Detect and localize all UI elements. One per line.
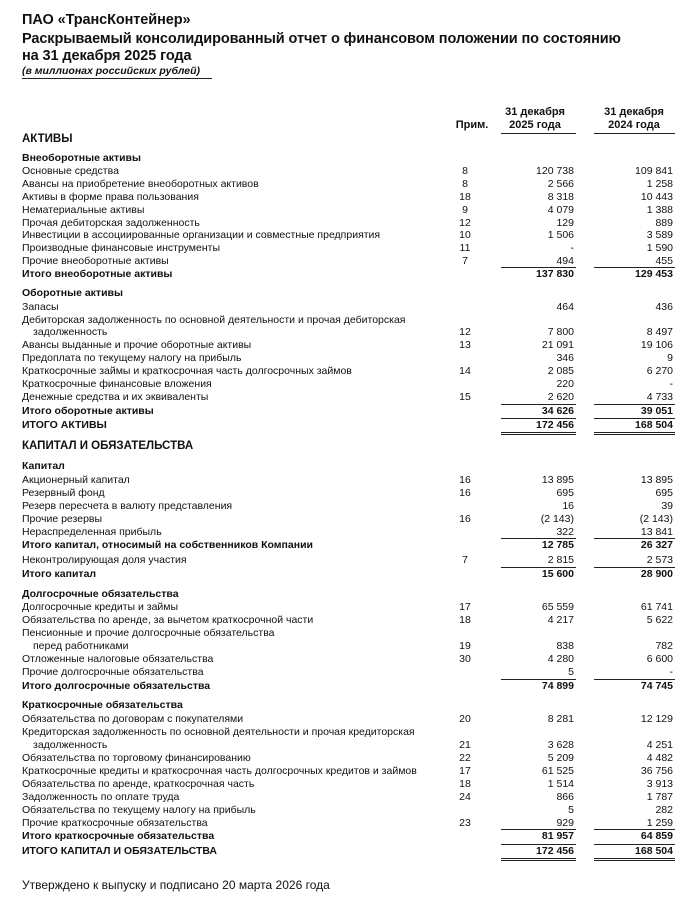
value-2025: 12 785 (541, 539, 574, 551)
row-label: Авансы на приобретение внеоборотных активов (22, 178, 259, 190)
value-2025: 1 514 (547, 778, 574, 790)
row-label: Задолженность по оплате труда (22, 791, 180, 803)
row-label: Итого долгосрочные обязательства (22, 680, 211, 692)
value-2025: 220 (556, 378, 574, 390)
table-row (0, 765, 700, 778)
col-2025-header-line1: 31 декабря (505, 106, 565, 118)
row-label: Краткосрочные кредиты и краткосрочная часть долгосрочных кредитов и займов (22, 765, 417, 777)
row-label: Резервный фонд (22, 487, 105, 499)
row-label: Нераспределенная прибыль (22, 526, 162, 538)
col-2024-header-line2: 2024 года (608, 119, 660, 131)
total-row (0, 405, 700, 418)
table-row (0, 640, 700, 653)
value-2025: 61 525 (541, 765, 574, 777)
value-2024: 5 622 (646, 614, 673, 626)
total-row (0, 568, 700, 581)
rule-assets-total (501, 418, 576, 419)
rule-current-liab-total (501, 829, 576, 830)
row-label: Кредиторская задолженность по основной деятельности и прочая кредиторская (22, 726, 415, 738)
row-label: Нематериальные активы (22, 204, 145, 216)
table-row (0, 301, 700, 314)
row-note: 17 (459, 765, 471, 777)
row-note: 21 (459, 739, 471, 751)
value-2025: 322 (556, 526, 574, 538)
total-row (0, 539, 700, 552)
statement-title-line2: на 31 декабря 2025 года (22, 48, 192, 64)
row-label: Оборотные активы (22, 287, 123, 299)
rule-noncurrent-liab-total (594, 679, 675, 680)
row-label: Обязательства по текущему налогу на прибыль (22, 804, 256, 816)
table-row (0, 191, 700, 204)
rule-assets-total-double (501, 434, 576, 435)
value-2025: 4 217 (547, 614, 574, 626)
row-note: 9 (462, 204, 468, 216)
value-2024: 4 482 (646, 752, 673, 764)
total-row (0, 268, 700, 281)
row-label: Долгосрочные обязательства (22, 588, 179, 600)
value-2025: 21 091 (541, 339, 574, 351)
table-row (0, 627, 700, 640)
row-note: 22 (459, 752, 471, 764)
value-2025: 15 600 (541, 568, 574, 580)
row-label: Обязательства по аренде, краткосрочная часть (22, 778, 255, 790)
row-label: Краткосрочные финансовые вложения (22, 378, 212, 390)
company-name: ПАО «ТрансКонтейнер» (22, 12, 191, 28)
table-row (0, 326, 700, 339)
value-2024: 109 841 (635, 165, 673, 177)
rule-assets-total-double (501, 432, 576, 433)
value-2024: 13 841 (640, 526, 673, 538)
row-label: Прочие внеоборотные активы (22, 255, 169, 267)
rule-grand-total (501, 844, 576, 845)
row-note: 19 (459, 640, 471, 652)
row-label: ИТОГО АКТИВЫ (22, 419, 107, 431)
value-2025: 13 895 (541, 474, 574, 486)
table-row (0, 713, 700, 726)
col-2025-header-line2: 2025 года (509, 119, 561, 131)
value-2025: 695 (556, 487, 574, 499)
rule-grand-total-double (594, 858, 675, 859)
value-2024: 6 270 (646, 365, 673, 377)
group-heading (0, 588, 700, 601)
row-label: Активы в форме права пользования (22, 191, 199, 203)
table-row (0, 554, 700, 567)
group-heading (0, 699, 700, 712)
row-label: Производные финансовые инструменты (22, 242, 221, 254)
row-note: 7 (462, 255, 468, 267)
value-2024: 74 745 (640, 680, 673, 692)
value-2025: 1 506 (547, 229, 574, 241)
rule-grand-total (594, 844, 675, 845)
table-row (0, 614, 700, 627)
row-label: Итого краткосрочные обязательства (22, 830, 215, 842)
value-2025: 2 566 (547, 178, 574, 190)
value-2024: 782 (655, 640, 673, 652)
value-2025: 16 (562, 500, 574, 512)
value-2025: 5 (568, 666, 574, 678)
units-note: (в миллионах российских рублей) (22, 65, 201, 77)
row-label: задолженность (33, 739, 108, 751)
value-2025: 5 (568, 804, 574, 816)
row-label: Резерв пересчета в валюту представления (22, 500, 233, 512)
row-label: Прочие долгосрочные обязательства (22, 666, 204, 678)
value-2024: 1 259 (646, 817, 673, 829)
value-2025: 120 738 (536, 165, 574, 177)
value-2025: 494 (556, 255, 574, 267)
row-label: Инвестиции в ассоциированные организации и совместные предприятия (22, 229, 381, 241)
table-row (0, 739, 700, 752)
value-2024: 4 251 (646, 739, 673, 751)
approval-note: Утверждено к выпуску и подписано 20 марта 2026 года (22, 878, 330, 892)
rule-noncurrent-total (501, 267, 576, 268)
rule-assets-total-double (594, 432, 675, 433)
value-2024: 282 (655, 804, 673, 816)
row-note: 18 (459, 778, 471, 790)
table-row (0, 229, 700, 242)
rule-grand-total-double (594, 860, 675, 861)
row-note: 12 (459, 217, 471, 229)
value-2025: 5 209 (547, 752, 574, 764)
value-2025: 7 800 (547, 326, 574, 338)
row-note: 30 (459, 653, 471, 665)
row-note: 18 (459, 191, 471, 203)
row-label: Неконтролирующая доля участия (22, 554, 187, 566)
row-note: 20 (459, 713, 471, 725)
table-row (0, 666, 700, 679)
row-label: Долгосрочные кредиты и займы (22, 601, 179, 613)
row-label: Итого капитал, относимый на собственников Компании (22, 539, 313, 551)
rule-grand-total-double (501, 860, 576, 861)
row-note: 16 (459, 474, 471, 486)
total-row (0, 845, 700, 858)
value-2025: 81 957 (541, 830, 574, 842)
value-2025: 129 (556, 217, 574, 229)
row-note: 16 (459, 513, 471, 525)
group-heading (0, 152, 700, 165)
row-note: 16 (459, 487, 471, 499)
rule-noncurrent-liab-total (501, 679, 576, 680)
row-note: 13 (459, 339, 471, 351)
value-2025: 34 626 (541, 405, 574, 417)
value-2024: 39 051 (640, 405, 673, 417)
value-2025: 4 079 (547, 204, 574, 216)
row-note: 17 (459, 601, 471, 613)
rule-equity-total (501, 567, 576, 568)
row-note: 11 (459, 242, 471, 254)
total-row (0, 680, 700, 693)
row-label: Краткосрочные обязательства (22, 699, 183, 711)
value-2024: 28 900 (640, 568, 673, 580)
value-2024: 1 787 (646, 791, 673, 803)
group-heading (0, 460, 700, 473)
row-note: 7 (462, 554, 468, 566)
table-row (0, 204, 700, 217)
row-label: Краткосрочные займы и краткосрочная часть долгосрочных займов (22, 365, 352, 377)
value-2025: 464 (556, 301, 574, 313)
table-row (0, 653, 700, 666)
value-2024: 695 (655, 487, 673, 499)
value-2025: 65 559 (541, 601, 574, 613)
row-label: Итого капитал (22, 568, 97, 580)
value-2025: (2 143) (540, 513, 574, 525)
table-row (0, 242, 700, 255)
row-note: 24 (459, 791, 471, 803)
statement-title-line1: Раскрываемый консолидированный отчет о финансовом положении по состоянию (22, 31, 621, 47)
total-row (0, 419, 700, 432)
row-note: 14 (459, 365, 471, 377)
value-2024: 436 (655, 301, 673, 313)
table-row (0, 513, 700, 526)
row-label: Обязательства по торговому финансированию (22, 752, 251, 764)
value-2024: 13 895 (640, 474, 673, 486)
row-label: Капитал (22, 460, 65, 472)
table-row (0, 778, 700, 791)
table-row (0, 474, 700, 487)
value-2024: 61 741 (640, 601, 673, 613)
row-label: задолженность (33, 326, 108, 338)
value-2024: 12 129 (640, 713, 673, 725)
row-note: 10 (459, 229, 471, 241)
row-label: Акционерный капитал (22, 474, 130, 486)
rule-equity-owners (594, 538, 675, 539)
row-label: Основные средства (22, 165, 119, 177)
value-2025: 2 085 (547, 365, 574, 377)
value-2024: 889 (655, 217, 673, 229)
row-label: Итого внеоборотные активы (22, 268, 173, 280)
rule-equity-total (594, 567, 675, 568)
value-2025: 929 (556, 817, 574, 829)
value-2024: - (669, 666, 673, 678)
group-heading (0, 287, 700, 300)
section-heading (0, 440, 700, 453)
value-2024: 10 443 (640, 191, 673, 203)
value-2025: 8 281 (547, 713, 574, 725)
value-2024: 8 497 (646, 326, 673, 338)
rule-assets-total (594, 418, 675, 419)
row-note: 18 (459, 614, 471, 626)
value-2025: - (570, 242, 574, 254)
value-2025: 2 620 (547, 391, 574, 403)
value-2024: 1 388 (646, 204, 673, 216)
table-row (0, 378, 700, 391)
value-2025: 866 (556, 791, 574, 803)
row-label: Авансы выданные и прочие оборотные активы (22, 339, 252, 351)
row-label: Обязательства по договорам с покупателями (22, 713, 244, 725)
rule-grand-total-double (501, 858, 576, 859)
value-2025: 74 899 (541, 680, 574, 692)
value-2024: 3 913 (646, 778, 673, 790)
row-label: перед работниками (33, 640, 129, 652)
value-2025: 137 830 (536, 268, 574, 280)
row-label: Отложенные налоговые обязательства (22, 653, 214, 665)
table-row (0, 752, 700, 765)
section-heading (0, 133, 700, 146)
rule-equity-owners (501, 538, 576, 539)
value-2024: 1 590 (646, 242, 673, 254)
value-2025: 346 (556, 352, 574, 364)
table-row (0, 500, 700, 513)
row-note: 8 (462, 178, 468, 190)
row-label: Запасы (22, 301, 59, 313)
rule-assets-total-double (594, 434, 675, 435)
row-note: 15 (459, 391, 471, 403)
rule-current-total (594, 404, 675, 405)
row-label: Внеоборотные активы (22, 152, 141, 164)
value-2025: 2 815 (547, 554, 574, 566)
table-row (0, 165, 700, 178)
value-2024: 168 504 (635, 845, 673, 857)
table-row (0, 178, 700, 191)
value-2024: 26 327 (640, 539, 673, 551)
value-2025: 8 318 (547, 191, 574, 203)
value-2025: 4 280 (547, 653, 574, 665)
total-row (0, 830, 700, 843)
table-row (0, 791, 700, 804)
row-label: Прочие резервы (22, 513, 103, 525)
value-2024: 3 589 (646, 229, 673, 241)
row-label: Итого оборотные активы (22, 405, 154, 417)
row-label: Прочая дебиторская задолженность (22, 217, 200, 229)
value-2024: 1 258 (646, 178, 673, 190)
value-2024: 9 (667, 352, 673, 364)
value-2024: 19 106 (640, 339, 673, 351)
table-row (0, 339, 700, 352)
value-2025: 838 (556, 640, 574, 652)
value-2024: 64 859 (640, 830, 673, 842)
row-label: Пенсионные и прочие долгосрочные обязательства (22, 627, 275, 639)
table-row (0, 352, 700, 365)
table-row (0, 487, 700, 500)
row-label: Денежные средства и их эквиваленты (22, 391, 209, 403)
row-label: Прочие краткосрочные обязательства (22, 817, 208, 829)
table-row (0, 601, 700, 614)
table-row (0, 804, 700, 817)
row-label: КАПИТАЛ И ОБЯЗАТЕЛЬСТВА (22, 440, 194, 452)
value-2024: 129 453 (635, 268, 673, 280)
row-label: АКТИВЫ (22, 133, 73, 145)
rule-current-liab-total (594, 829, 675, 830)
value-2024: 39 (661, 500, 673, 512)
row-note: 12 (459, 326, 471, 338)
value-2024: 36 756 (640, 765, 673, 777)
value-2024: 4 733 (646, 391, 673, 403)
value-2024: 2 573 (646, 554, 673, 566)
row-label: Предоплата по текущему налогу на прибыль (22, 352, 242, 364)
value-2024: - (669, 378, 673, 390)
row-note: 23 (459, 817, 471, 829)
row-note: 8 (462, 165, 468, 177)
row-label: Дебиторская задолженность по основной деятельности и прочая дебиторская (22, 314, 406, 326)
note-column-header: Прим. (455, 119, 489, 131)
table-row (0, 365, 700, 378)
value-2025: 3 628 (547, 739, 574, 751)
col-2024-header-line1: 31 декабря (604, 106, 664, 118)
value-2024: 6 600 (646, 653, 673, 665)
row-label: ИТОГО КАПИТАЛ И ОБЯЗАТЕЛЬСТВА (22, 845, 218, 857)
rule-current-total (501, 404, 576, 405)
table-row (0, 391, 700, 404)
value-2025: 172 456 (536, 419, 574, 431)
value-2025: 172 456 (536, 845, 574, 857)
value-2024: (2 143) (639, 513, 673, 525)
row-label: Обязательства по аренде, за вычетом краткосрочной части (22, 614, 314, 626)
value-2024: 455 (655, 255, 673, 267)
table-row (0, 726, 700, 739)
rule-noncurrent-total (594, 267, 675, 268)
value-2024: 168 504 (635, 419, 673, 431)
